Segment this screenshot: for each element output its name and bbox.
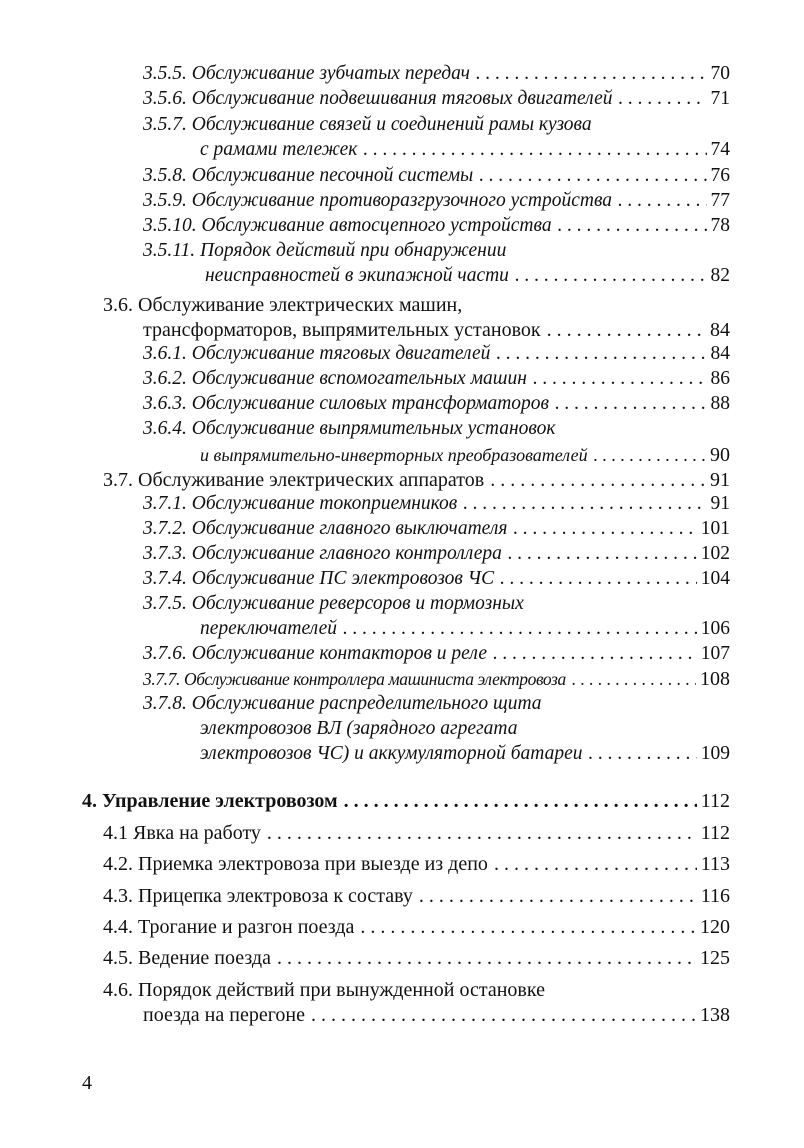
toc-entry — [200, 138, 730, 162]
entry-page: 71 — [710, 88, 730, 109]
toc-chapter — [82, 789, 730, 813]
dot-leader — [496, 342, 706, 366]
toc-entry — [103, 915, 730, 939]
entry-title: 3.7.6. Обслуживание контакторов и реле — [143, 643, 487, 664]
dot-leader — [360, 915, 696, 939]
toc-entry — [143, 87, 730, 111]
dot-leader — [618, 189, 706, 213]
entry-title: 3.6.2. Обслуживание вспомогательных машин — [143, 368, 527, 389]
entry-page: 109 — [700, 743, 730, 764]
dot-leader — [277, 946, 696, 970]
dot-leader — [508, 542, 697, 566]
toc-entry — [143, 517, 730, 541]
entry-title: электровозов ЧС) и аккумуляторной батареи — [200, 743, 583, 764]
entry-page: 101 — [700, 518, 730, 539]
entry-page: 108 — [700, 668, 730, 690]
toc-entry — [143, 164, 730, 188]
toc-entry — [103, 821, 730, 845]
toc-entry — [143, 367, 730, 391]
entry-title: 3.5.6. Обслуживание подвешивания тяговых двигателей — [143, 88, 613, 109]
entry-title: трансформаторов, выпрямительных установок — [143, 319, 541, 341]
dot-leader — [500, 567, 697, 591]
dot-leader — [589, 742, 697, 766]
entry-title: 3.6. Обслуживание электрических машин, — [103, 294, 463, 316]
dot-leader — [493, 642, 697, 666]
entry-title: 4.1 Явка на работу — [103, 822, 261, 844]
toc-entry-line — [143, 692, 542, 716]
entry-title: 4.3. Прицепка электровоза к составу — [103, 885, 413, 907]
page-number: 4 — [82, 1072, 92, 1094]
entry-page: 112 — [700, 790, 730, 812]
entry-page: 113 — [700, 853, 730, 875]
dot-leader — [363, 138, 706, 162]
entry-page: 104 — [700, 568, 730, 589]
dot-leader — [267, 821, 697, 845]
dot-leader — [555, 392, 706, 416]
toc-entry — [205, 264, 730, 288]
dot-leader — [419, 884, 697, 908]
entry-page: 120 — [700, 916, 730, 938]
dot-leader — [533, 367, 707, 391]
entry-title: 3.7. Обслуживание электрических аппаратов — [103, 469, 485, 491]
entry-title: 3.7.1. Обслуживание токоприемников — [143, 493, 458, 514]
entry-page: 86 — [710, 368, 730, 389]
entry-title: 3.7.8. Обслуживание распределительного щита — [143, 693, 542, 714]
toc-entry — [143, 62, 730, 86]
entry-page: 70 — [710, 63, 730, 84]
dot-leader — [476, 62, 707, 86]
entry-page: 84 — [710, 343, 730, 364]
toc-entry — [103, 946, 730, 970]
toc-entry — [103, 884, 730, 908]
dot-leader — [572, 667, 696, 691]
toc-entry — [200, 617, 730, 641]
entry-page: 76 — [710, 165, 730, 186]
entry-title: 3.6.4. Обслуживание выпрямительных установок — [143, 418, 556, 439]
entry-page: 125 — [700, 947, 730, 969]
entry-page: 112 — [700, 822, 730, 844]
toc-entry — [143, 642, 730, 666]
entry-title: 3.7.3. Обслуживание главного контроллера — [143, 543, 502, 564]
toc-entry — [143, 189, 730, 213]
entry-title: 3.6.3. Обслуживание силовых трансформаторов — [143, 393, 550, 414]
toc-entry — [143, 342, 730, 366]
toc-entry — [103, 468, 730, 492]
toc-entry-line — [103, 978, 545, 1002]
entry-page: 78 — [710, 215, 730, 236]
toc-entry-line — [143, 113, 592, 137]
entry-title: 3.5.11. Порядок действий при обнаружении — [143, 240, 507, 261]
entry-title: 3.5.9. Обслуживание противоразгрузочного устройства — [143, 190, 613, 211]
entry-page: 91 — [710, 493, 730, 514]
toc-entry — [143, 318, 730, 342]
entry-page: 91 — [710, 469, 730, 491]
entry-title: 3.5.8. Обслуживание песочной системы — [143, 165, 474, 186]
entry-title: 3.7.5. Обслуживание реверсоров и тормозных — [143, 593, 524, 614]
toc-entry-line — [143, 592, 524, 616]
toc-entry — [200, 443, 730, 467]
entry-title: с рамами тележек — [200, 139, 358, 160]
entry-page: 77 — [710, 190, 730, 211]
dot-leader — [479, 164, 706, 188]
chapter-title: 4. Управление электровозом — [82, 790, 338, 812]
dot-leader — [619, 87, 707, 111]
entry-title: 3.7.4. Обслуживание ПС электровозов ЧС — [143, 568, 495, 589]
entry-title: и выпрямительно-инверторных преобразователей — [200, 445, 588, 465]
entry-title: 4.4. Трогание и разгон поезда — [103, 916, 355, 938]
dot-leader — [494, 852, 697, 876]
entry-title: 3.7.7. Обслуживание контроллера машиниста электровоза — [143, 669, 566, 689]
entry-page: 107 — [700, 643, 730, 664]
toc-entry-line — [143, 417, 555, 441]
dot-leader — [515, 264, 707, 288]
entry-title: 3.5.5. Обслуживание зубчатых передач — [143, 63, 470, 84]
entry-page: 88 — [710, 393, 730, 414]
entry-page: 84 — [710, 319, 730, 341]
dot-leader — [558, 214, 707, 238]
toc-entry — [143, 392, 730, 416]
toc-entry-line — [200, 717, 517, 741]
dot-leader — [463, 492, 706, 516]
entry-title: переключателей — [200, 618, 338, 639]
toc-entry-line — [143, 239, 506, 263]
entry-title: 4.5. Ведение поезда — [103, 947, 271, 969]
toc-entry — [103, 852, 730, 876]
toc-entry-line — [103, 293, 462, 317]
toc-entry — [143, 567, 730, 591]
entry-page: 102 — [700, 543, 730, 564]
entry-title: неисправностей в экипажной части — [205, 265, 509, 286]
toc-entry — [200, 742, 730, 766]
entry-title: электровозов ВЛ (зарядного агрегата — [200, 718, 518, 739]
dot-leader — [547, 318, 706, 342]
toc-entry — [143, 214, 730, 238]
dot-leader — [311, 1003, 696, 1027]
entry-page: 90 — [710, 444, 730, 466]
entry-page: 106 — [700, 618, 730, 639]
dot-leader — [594, 443, 706, 467]
entry-title: 3.6.1. Обслуживание тяговых двигателей — [143, 343, 491, 364]
dot-leader — [343, 617, 697, 641]
toc-entry — [143, 667, 730, 691]
toc-entry — [143, 492, 730, 516]
entry-title: 3.7.2. Обслуживание главного выключателя — [143, 518, 508, 539]
entry-title: 4.2. Приемка электровоза при выезде из депо — [103, 853, 488, 875]
entry-page: 74 — [710, 139, 730, 160]
entry-page: 82 — [710, 265, 730, 286]
entry-title: 3.5.7. Обслуживание связей и соединений рамы кузова — [143, 114, 592, 135]
entry-title: 3.5.10. Обслуживание автосцепного устройства — [143, 215, 552, 236]
dot-leader — [490, 468, 706, 492]
entry-title: 4.6. Порядок действий при вынужденной остановке — [103, 979, 545, 1001]
entry-title: поезда на перегоне — [143, 1004, 305, 1026]
entry-page: 116 — [700, 885, 730, 907]
entry-page: 138 — [700, 1004, 730, 1026]
toc-entry — [143, 542, 730, 566]
dot-leader — [513, 517, 696, 541]
toc-entry — [143, 1003, 730, 1027]
dot-leader — [344, 789, 697, 813]
